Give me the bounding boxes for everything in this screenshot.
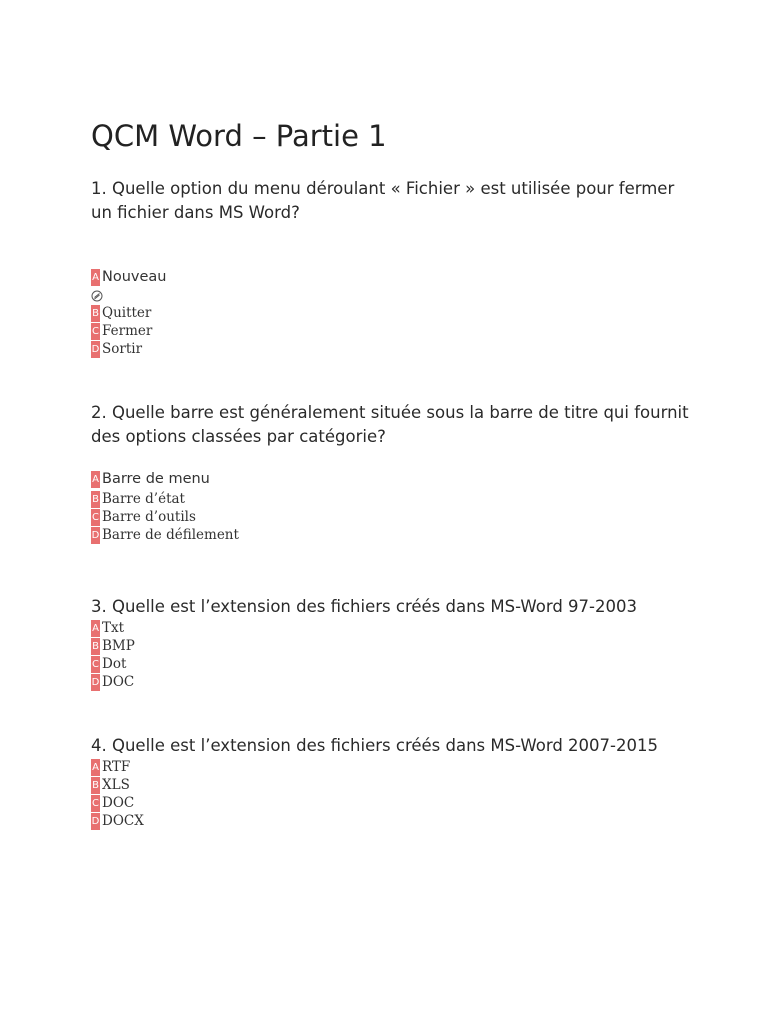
question-2 xyxy=(91,401,691,449)
question-text: 1. Quelle option du menu déroulant « Fichier » est utilisée pour fermer un fichier dans MS Word? xyxy=(91,179,675,222)
option-letter: D xyxy=(91,674,100,691)
option-letter: B xyxy=(91,777,100,794)
option-letter: C xyxy=(91,656,100,673)
option-b[interactable] xyxy=(91,776,144,794)
option-c[interactable] xyxy=(91,508,239,526)
options-list xyxy=(91,619,135,691)
options-list xyxy=(91,266,167,358)
answer-marker xyxy=(91,288,167,304)
option-text: XLS xyxy=(102,777,130,793)
option-a[interactable] xyxy=(91,468,239,490)
check-circle-icon xyxy=(91,290,103,302)
options-list xyxy=(91,758,144,830)
option-text: Quitter xyxy=(102,305,152,321)
options-list xyxy=(91,468,239,544)
option-text: RTF xyxy=(102,759,131,775)
option-a[interactable] xyxy=(91,266,167,288)
option-letter: C xyxy=(91,323,100,340)
option-d[interactable] xyxy=(91,812,144,830)
question-4 xyxy=(91,734,691,758)
option-letter: B xyxy=(91,305,100,322)
option-letter: C xyxy=(91,795,100,812)
question-1 xyxy=(91,177,691,225)
option-c[interactable] xyxy=(91,655,135,673)
question-text: 4. Quelle est l’extension des fichiers créés dans MS-Word 2007-2015 xyxy=(91,736,658,755)
option-text: Fermer xyxy=(102,323,153,339)
option-letter: A xyxy=(91,269,100,286)
option-text: Barre d’état xyxy=(102,491,185,507)
question-3 xyxy=(91,595,691,619)
option-b[interactable] xyxy=(91,490,239,508)
option-text: Barre d’outils xyxy=(102,509,196,525)
option-text: DOC xyxy=(102,795,135,811)
option-b[interactable] xyxy=(91,304,167,322)
option-letter: B xyxy=(91,491,100,508)
option-text: Nouveau xyxy=(102,269,167,285)
option-letter: D xyxy=(91,527,100,544)
option-text: Sortir xyxy=(102,341,143,357)
option-text: Barre de menu xyxy=(102,471,210,487)
option-a[interactable] xyxy=(91,619,135,637)
option-letter: B xyxy=(91,638,100,655)
option-letter: A xyxy=(91,620,100,637)
option-text: DOCX xyxy=(102,813,144,829)
option-a[interactable] xyxy=(91,758,144,776)
question-text: 2. Quelle barre est généralement située sous la barre de titre qui fournit des options classées par catégorie? xyxy=(91,403,689,446)
option-d[interactable] xyxy=(91,673,135,691)
option-d[interactable] xyxy=(91,340,167,358)
option-c[interactable] xyxy=(91,794,144,812)
option-letter: D xyxy=(91,341,100,358)
option-c[interactable] xyxy=(91,322,167,340)
option-letter: A xyxy=(91,759,100,776)
option-text: DOC xyxy=(102,674,135,690)
option-letter: A xyxy=(91,471,100,488)
question-text: 3. Quelle est l’extension des fichiers créés dans MS-Word 97-2003 xyxy=(91,597,637,616)
option-text: Barre de défilement xyxy=(102,527,239,543)
option-b[interactable] xyxy=(91,637,135,655)
option-text: Txt xyxy=(102,620,125,636)
option-text: Dot xyxy=(102,656,127,672)
page-title: QCM Word – Partie 1 xyxy=(91,119,387,153)
option-text: BMP xyxy=(102,638,135,654)
option-letter: C xyxy=(91,509,100,526)
option-letter: D xyxy=(91,813,100,830)
option-d[interactable] xyxy=(91,526,239,544)
